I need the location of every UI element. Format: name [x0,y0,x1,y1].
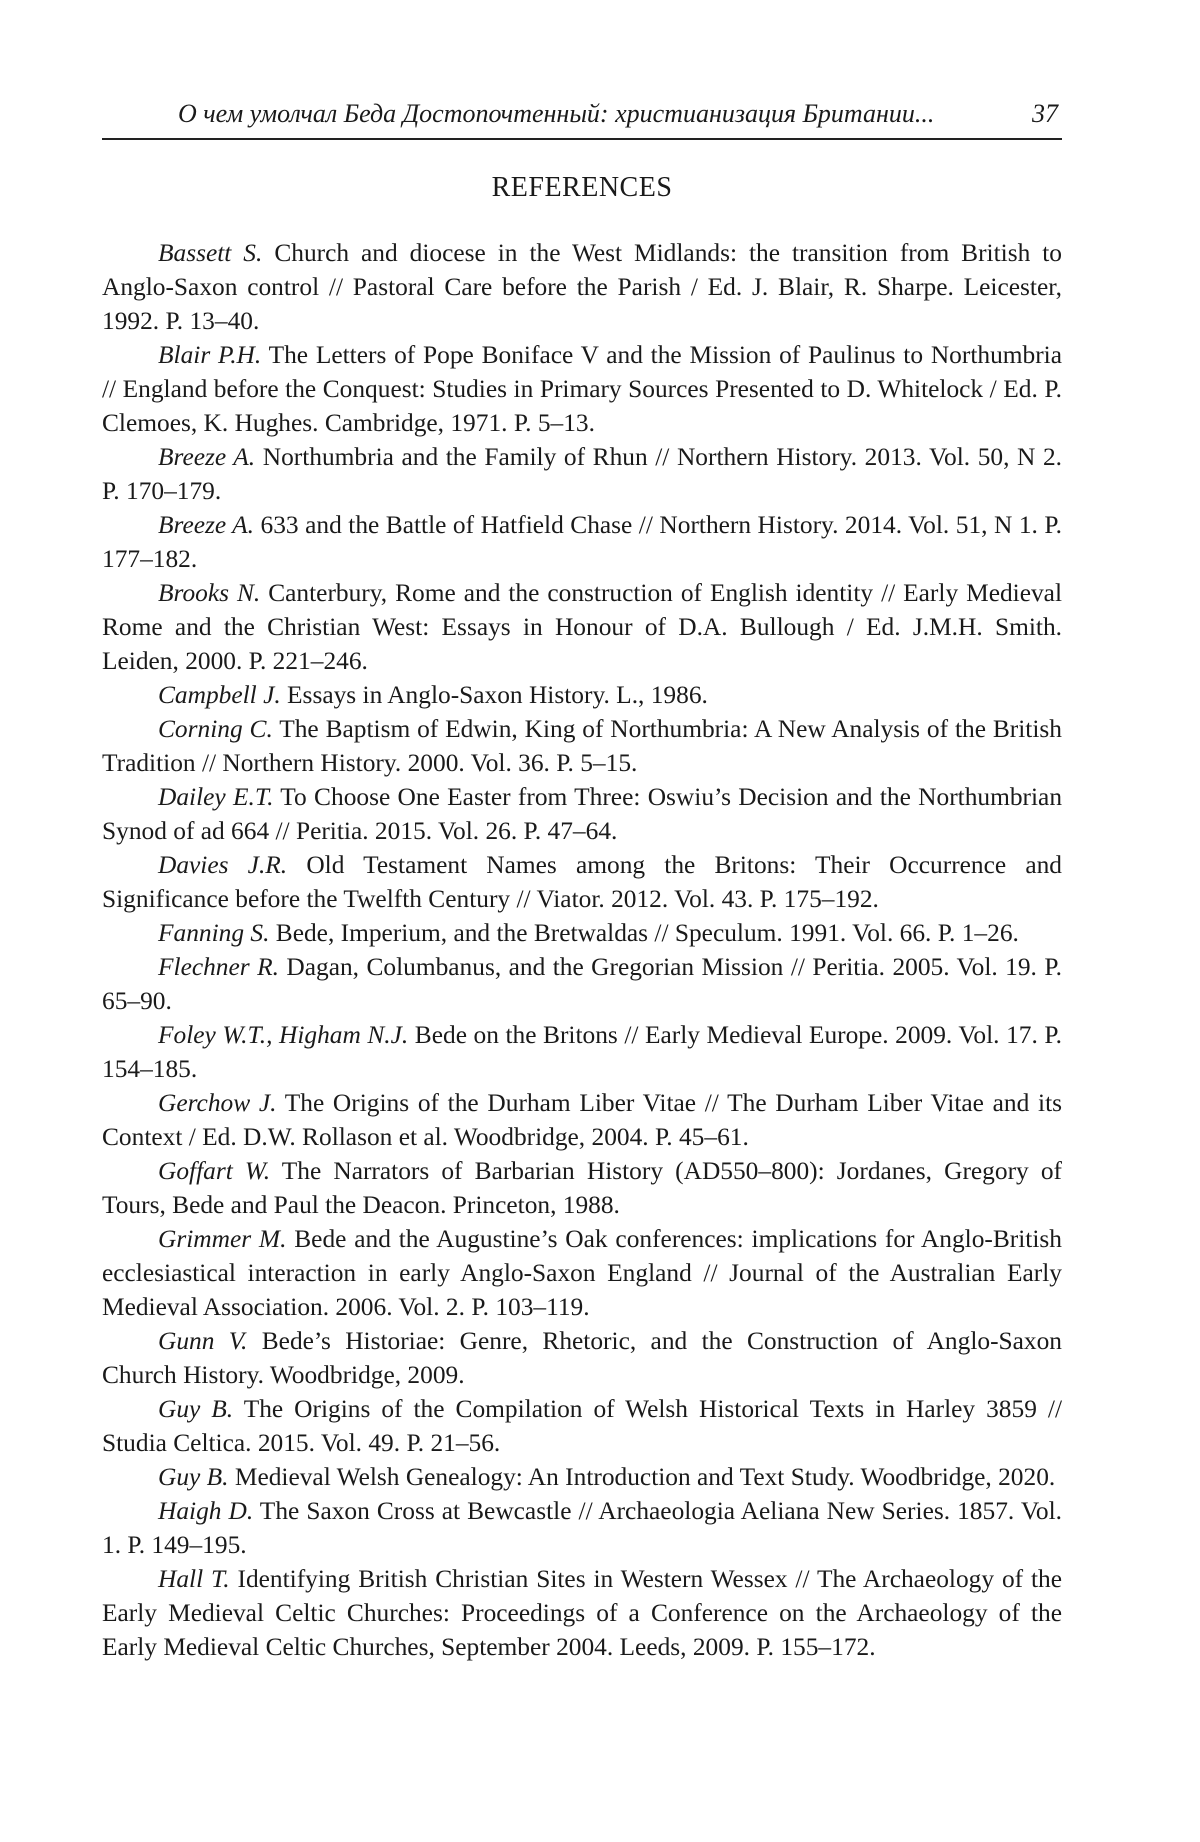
reference-author: Breeze A. [158,511,254,539]
reference-entry [102,1562,1062,1664]
reference-entry [102,1222,1062,1324]
reference-author: Breeze A. [158,443,255,471]
reference-text: Bede on the Britons // Early Medieval Europe. 2009. Vol. 17. P. 154–185. [102,1021,1062,1083]
reference-author: Bassett S. [158,239,262,267]
reference-entry [102,848,1062,916]
reference-text: The Origins of the Durham Liber Vitae // The Durham Liber Vitae and its Context / Ed. D.W. Rollason et al. Woodbridge, 2004. P. 45–61. [102,1089,1062,1151]
reference-entry [102,950,1062,1018]
running-title: О чем умолчал Беда Достопочтенный: христианизация Британии... [178,96,934,132]
reference-entry [102,1154,1062,1222]
reference-text: The Baptism of Edwin, King of Northumbria: A New Analysis of the British Tradition // Northern History. 2000. Vol. 36. P. 5–15. [102,715,1062,777]
reference-author: Blair P.H. [158,341,261,369]
reference-entry [102,1324,1062,1392]
reference-text: Bede, Imperium, and the Bretwaldas // Speculum. 1991. Vol. 66. P. 1–26. [269,919,1018,947]
page-number: 37 [1032,96,1058,132]
reference-text: The Narrators of Barbarian History (AD550–800): Jordanes, Gregory of Tours, Bede and Paul the Deacon. Princeton, 1988. [102,1157,1062,1219]
reference-author: Campbell J. [158,681,281,709]
reference-author: Gunn V. [158,1327,247,1355]
reference-text: Bede and the Augustine’s Oak conferences: implications for Anglo-British ecclesiastical interaction in early Anglo-Saxon England // Journal of the Australian Early Medieval Association. 2006. Vol. 2. P. 103–119. [102,1225,1062,1321]
reference-text: The Saxon Cross at Bewcastle // Archaeologia Aeliana New Series. 1857. Vol. 1. P. 149–195. [102,1497,1062,1559]
reference-entry [102,1494,1062,1562]
reference-entry [102,1018,1062,1086]
reference-entry [102,712,1062,780]
reference-author: Corning C. [158,715,273,743]
reference-text: 633 and the Battle of Hatfield Chase // Northern History. 2014. Vol. 51, N 1. P. 177–182. [102,511,1062,573]
reference-text: Identifying British Christian Sites in Western Wessex // The Archaeology of the Early Medieval Celtic Churches: Proceedings of a Conference on the Archaeology of the Early Medieval Celtic Churches, September 2004. Leeds, 2009. P. 155–172. [102,1565,1062,1661]
reference-text: Dagan, Columbanus, and the Gregorian Mission // Peritia. 2005. Vol. 19. P. 65–90. [102,953,1062,1015]
reference-entry [102,1460,1062,1494]
reference-text: Medieval Welsh Genealogy: An Introduction and Text Study. Woodbridge, 2020. [229,1463,1056,1491]
reference-text: The Letters of Pope Boniface V and the Mission of Paulinus to Northumbria // England before the Conquest: Studies in Primary Sources Presented to D. Whitelock / Ed. P. Clemoes, K. Hughes. Cambridge, 1971. P. 5–13. [102,341,1062,437]
reference-text: Northumbria and the Family of Rhun // Northern History. 2013. Vol. 50, N 2. P. 170–179. [102,443,1062,505]
reference-author: Foley W.T., Higham N.J. [158,1021,408,1049]
reference-author: Davies J.R. [158,851,287,879]
section-title: REFERENCES [102,170,1062,206]
reference-text: Church and diocese in the West Midlands: the transition from British to Anglo-Saxon control // Pastoral Care before the Parish / Ed. J. Blair, R. Sharpe. Leicester, 1992. P. 13–40. [102,239,1062,335]
reference-text: To Choose One Easter from Three: Oswiu’s Decision and the Northumbrian Synod of ad 664 // Peritia. 2015. Vol. 26. P. 47–64. [102,783,1062,845]
reference-entry [102,338,1062,440]
reference-author: Brooks N. [158,579,260,607]
reference-entry [102,236,1062,338]
reference-entry [102,576,1062,678]
reference-entry [102,1392,1062,1460]
reference-entry [102,440,1062,508]
reference-author: Flechner R. [158,953,279,981]
reference-entry [102,780,1062,848]
running-header [102,96,1062,140]
reference-author: Guy B. [158,1395,233,1423]
reference-author: Haigh D. [158,1497,253,1525]
reference-text: Canterbury, Rome and the construction of English identity // Early Medieval Rome and the Christian West: Essays in Honour of D.A. Bullough / Ed. J.M.H. Smith. Leiden, 2000. P. 221–246. [102,579,1062,675]
reference-author: Fanning S. [158,919,269,947]
reference-text: Essays in Anglo-Saxon History. L., 1986. [281,681,708,709]
reference-author: Grimmer M. [158,1225,286,1253]
reference-entry [102,678,1062,712]
reference-entry [102,1086,1062,1154]
reference-author: Gerchow J. [158,1089,276,1117]
reference-text: Bede’s Historiae: Genre, Rhetoric, and the Construction of Anglo-Saxon Church History. Woodbridge, 2009. [102,1327,1062,1389]
reference-author: Guy B. [158,1463,229,1491]
reference-entry [102,916,1062,950]
reference-author: Dailey E.T. [158,783,273,811]
reference-text: The Origins of the Compilation of Welsh Historical Texts in Harley 3859 // Studia Celtica. 2015. Vol. 49. P. 21–56. [102,1395,1062,1457]
reference-entry [102,508,1062,576]
reference-text: Old Testament Names among the Britons: Their Occurrence and Significance before the Twelfth Century // Viator. 2012. Vol. 43. P. 175–192. [102,851,1062,913]
reference-author: Goffart W. [158,1157,270,1185]
reference-author: Hall T. [158,1565,230,1593]
reference-list [102,236,1062,1664]
